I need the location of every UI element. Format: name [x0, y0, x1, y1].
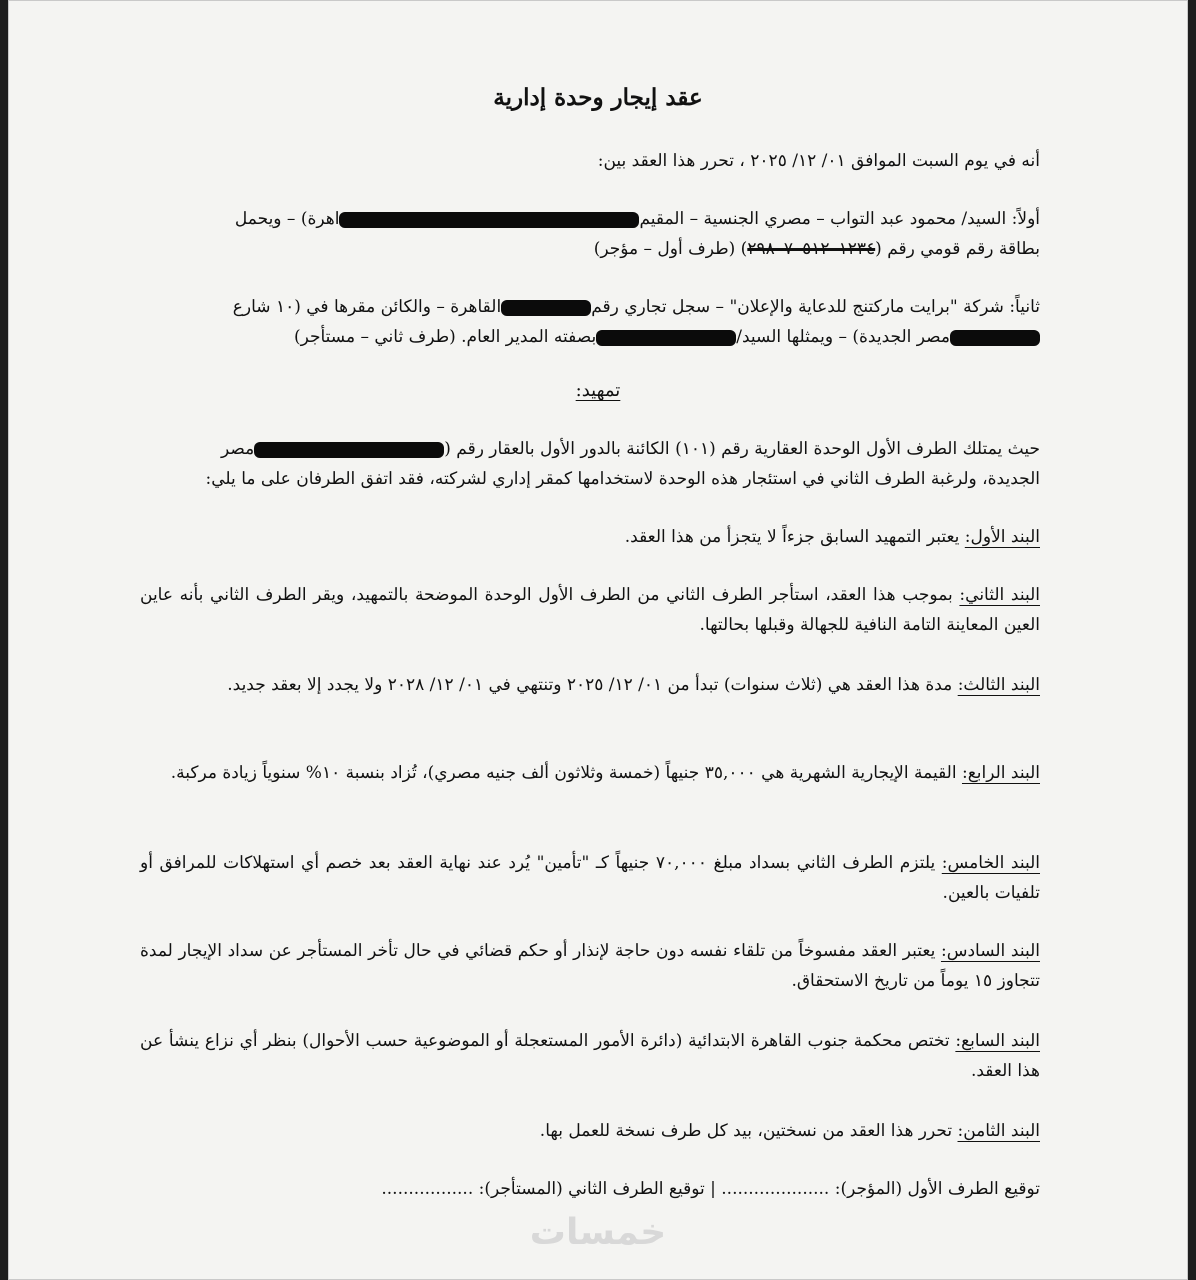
national-id-struck: ٢٩٨٠٧٠٥١٢٠١٢٣٤: [747, 239, 876, 259]
intro-paragraph: أنه في يوم السبت الموافق ٠١/ ١٢/ ٢٠٢٥ ، تحرر هذا العقد بين:: [597, 151, 1040, 171]
clause-label: البند الرابع:: [961, 763, 1040, 783]
redaction-bar: [950, 330, 1040, 346]
clause-8: [140, 1116, 1040, 1146]
clause-text: يعتبر التمهيد السابق جزءاً لا يتجزأ من هذا العقد.: [624, 527, 965, 547]
clause-1: [140, 522, 1040, 552]
second-party-line1-end: القاهرة – والكائن مقرها في (١٠ شارع: [232, 297, 502, 317]
first-party-line1-start: أولاً: السيد/ محمود عبد التواب – مصري الجنسية – المقيم: [639, 209, 1040, 229]
clause-text: مدة هذا العقد هي (ثلاث سنوات) تبدأ من ٠١/ ١٢/ ٢٠٢٥ وتنتهي في ٠١/ ١٢/ ٢٠٢٨ ولا يجدد إلا بعقد جديد.: [227, 675, 958, 695]
clause-text: يعتبر العقد مفسوخاً من تلقاء نفسه دون حاجة لإنذار أو حكم قضائي في حال تأخر المستأجر عن سداد الإيجار لمدة تتجاوز ١٥ يوماً من تاريخ الاستحقاق.: [140, 941, 1040, 991]
redaction-bar: [254, 442, 444, 458]
preamble-line1-start: حيث يمتلك الطرف الأول الوحدة العقارية رقم (١٠١) الكائنة بالدور الأول بالعقار رقم (: [444, 439, 1040, 459]
redaction-bar: [339, 212, 639, 228]
clause-text: يلتزم الطرف الثاني بسداد مبلغ ٧٠,٠٠٠ جنيهاً كـ "تأمين" يُرد عند نهاية العقد بعد خصم أي استهلاكات للمرافق أو تلفيات بالعين.: [140, 853, 1040, 903]
clause-6: [140, 936, 1040, 996]
preamble-line1-end: مصر: [220, 439, 255, 459]
clause-text: تختص محكمة جنوب القاهرة الابتدائية (دائرة الأمور المستعجلة أو الموضوعية حسب الأحوال) بنظر أي نزاع ينشأ عن هذا العقد.: [140, 1031, 1040, 1081]
redaction-bar: [596, 330, 736, 346]
signature-line: توقيع الطرف الأول (المؤجر): .................... | توقيع الطرف الثاني (المستأجر): .................: [381, 1179, 1040, 1199]
clause-label: البند الثالث:: [957, 675, 1040, 695]
clause-7: [140, 1026, 1040, 1086]
watermark-logo: خمسات: [529, 1212, 667, 1253]
redaction-bar: [501, 300, 591, 316]
contract-page: [8, 0, 1188, 1280]
first-party-line1-end: اهرة) – ويحمل: [234, 209, 340, 229]
second-party-line1-start: ثانياً: شركة "برايت ماركتنج للدعاية والإعلان" – سجل تجاري رقم: [591, 297, 1040, 317]
clause-label: البند السادس:: [940, 941, 1040, 961]
clause-text: القيمة الإيجارية الشهرية هي ٣٥,٠٠٠ جنيهاً (خمسة وثلاثون ألف جنيه مصري)، تُزاد بنسبة ١٠% سنوياً زيادة مركبة.: [170, 763, 962, 783]
second-party-paragraph: [140, 292, 1040, 352]
clause-label: البند السابع:: [955, 1031, 1040, 1051]
clause-text: تحرر هذا العقد من نسختين، بيد كل طرف نسخة للعمل بها.: [539, 1121, 958, 1141]
clause-4: [140, 758, 1040, 788]
first-party-line2-start: بطاقة رقم قومي رقم (: [875, 239, 1040, 259]
clause-label: البند الأول:: [964, 527, 1040, 547]
preamble-heading: تمهيد:: [575, 380, 621, 401]
preamble-paragraph: [140, 434, 1040, 494]
document-title: عقد إيجار وحدة إدارية: [493, 84, 703, 111]
clause-label: البند الخامس:: [941, 853, 1040, 873]
second-party-line2-end: بصفته المدير العام. (طرف ثاني – مستأجر): [293, 327, 597, 347]
clause-5: [140, 848, 1040, 908]
clause-text: بموجب هذا العقد، استأجر الطرف الثاني من الطرف الأول الوحدة الموضحة بالتمهيد، ويقر الطرف الثاني بأنه عاين العين المعاينة التامة النافية للجهالة وقبلها بحالتها.: [140, 585, 1040, 635]
preamble-line2: الجديدة، ولرغبة الطرف الثاني في استئجار هذه الوحدة لاستخدامها كمقر إداري لشركته، فقد اتفق الطرفان على ما يلي:: [205, 469, 1040, 489]
clause-label: البند الثاني:: [959, 585, 1040, 605]
clause-label: البند الثامن:: [957, 1121, 1040, 1141]
first-party-paragraph: [140, 204, 1040, 264]
second-party-line2-start: مصر الجديدة) – ويمثلها السيد/: [736, 327, 950, 347]
clause-3: [140, 670, 1040, 700]
clause-2: [140, 580, 1040, 640]
first-party-line2-end: ) (طرف أول – مؤجر): [593, 239, 748, 259]
